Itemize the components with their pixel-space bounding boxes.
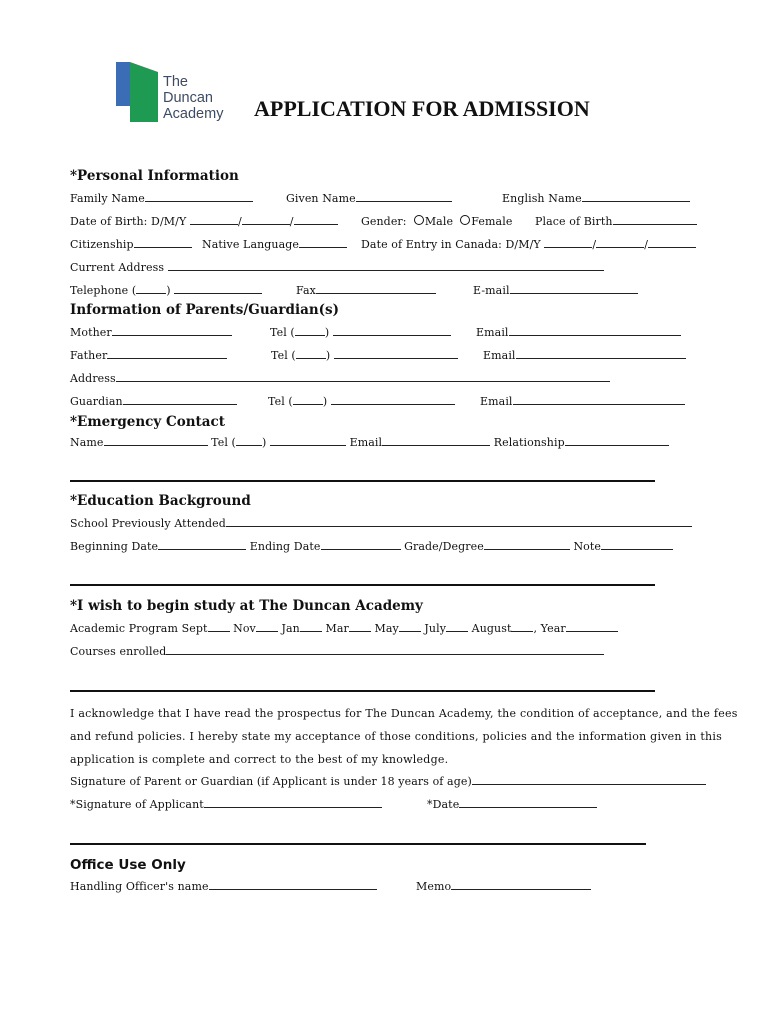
date-field[interactable] (427, 798, 597, 811)
male-label: Male (424, 215, 454, 228)
logo-mark-blue (116, 62, 130, 106)
father-label: Father (70, 349, 108, 362)
mother-email-label: Email (476, 326, 509, 339)
program-mar-label: Mar (325, 622, 349, 635)
emergency-email-label: Email (349, 436, 383, 449)
ack-line-1: I acknowledge that I have read the prospectus for The Duncan Academy, the condition of acceptance, and the fees (70, 707, 738, 720)
program-sept-label: Academic Program Sept (70, 622, 208, 635)
education-heading: *Education Background (70, 493, 251, 509)
emergency-relationship-label: Relationship (493, 436, 565, 449)
guardian-tel-label: Tel ( (268, 395, 293, 408)
father-tel-field[interactable]: Tel ( ) (271, 349, 458, 362)
mother-label: Mother (70, 326, 112, 339)
mother-field[interactable] (70, 326, 232, 339)
father-email-field[interactable] (483, 349, 686, 362)
emergency-heading: *Emergency Contact (70, 414, 225, 430)
guardian-email-field[interactable] (480, 395, 685, 408)
gender-label: Gender: (361, 215, 407, 228)
parent-signature-field[interactable] (70, 775, 706, 788)
telephone-field[interactable]: Telephone ( ) (70, 284, 262, 297)
ack-line-3: application is complete and correct to the best of my knowledge. (70, 753, 449, 766)
beginning-date-label: Beginning Date (70, 540, 159, 553)
program-july-label: July (424, 622, 447, 635)
current-address-field[interactable] (70, 261, 604, 274)
divider (70, 690, 655, 692)
citizenship-label: Citizenship (70, 238, 134, 251)
gender-field (361, 215, 512, 228)
acknowledgement-text (70, 702, 738, 771)
divider (70, 480, 655, 482)
citizenship-field[interactable] (70, 238, 192, 251)
email-field[interactable] (473, 284, 638, 297)
father-tel-label: Tel ( (271, 349, 296, 362)
program-nov-label: Nov (233, 622, 256, 635)
courses-enrolled-label: Courses enrolled (70, 645, 167, 658)
logo-text (163, 74, 223, 122)
date-label: *Date (427, 798, 460, 811)
guardian-tel-field[interactable]: Tel ( ) (268, 395, 455, 408)
parent-signature-label: Signature of Parent or Guardian (if Applicant is under 18 years of age) (70, 775, 472, 788)
mother-tel-field[interactable]: Tel ( ) (270, 326, 451, 339)
applicant-signature-label: *Signature of Applicant (70, 798, 204, 811)
place-of-birth-field[interactable] (535, 215, 697, 228)
father-email-label: Email (483, 349, 516, 362)
ending-date-label: Ending Date (249, 540, 321, 553)
emergency-name-label: Name (70, 436, 104, 449)
program-year-label: , Year (533, 622, 566, 635)
program-may-label: May (374, 622, 399, 635)
parent-address-label: Address (70, 372, 116, 385)
guardian-field[interactable] (70, 395, 237, 408)
given-name-field[interactable] (286, 192, 452, 205)
native-language-field[interactable] (202, 238, 347, 251)
school-attended-field[interactable] (70, 517, 692, 530)
courses-enrolled-field[interactable] (70, 645, 604, 658)
email-label: E-mail (473, 284, 510, 297)
grade-degree-label: Grade/Degree (404, 540, 484, 553)
date-of-entry-label: Date of Entry in Canada: D/M/Y (361, 238, 541, 251)
english-name-field[interactable] (502, 192, 690, 205)
page-title: APPLICATION FOR ADMISSION (254, 96, 590, 121)
memo-field[interactable] (416, 880, 591, 893)
logo-text-line3: Academy (163, 106, 224, 122)
personal-heading: *Personal Information (70, 168, 239, 184)
office-heading: Office Use Only (70, 857, 186, 873)
program-jan-label: Jan (281, 622, 300, 635)
english-name-label: English Name (502, 192, 582, 205)
telephone-label: Telephone ( (70, 284, 137, 297)
fax-label: Fax (296, 284, 316, 297)
date-of-birth-field[interactable]: Date of Birth: D/M/Y / / (70, 215, 338, 228)
education-dates-row[interactable] (70, 540, 673, 553)
mother-email-field[interactable] (476, 326, 681, 339)
female-radio[interactable] (460, 215, 470, 225)
logo-text-line1: The (163, 74, 188, 90)
program-august-label: August (471, 622, 512, 635)
family-name-field[interactable] (70, 192, 253, 205)
school-attended-label: School Previously Attended (70, 517, 226, 530)
parent-address-field[interactable] (70, 372, 610, 385)
logo-mark-green (130, 72, 158, 122)
male-radio[interactable] (414, 215, 424, 225)
given-name-label: Given Name (286, 192, 356, 205)
family-name-label: Family Name (70, 192, 145, 205)
date-of-entry-field[interactable]: Date of Entry in Canada: D/M/Y / / (361, 238, 696, 251)
study-heading: *I wish to begin study at The Duncan Academy (70, 598, 423, 614)
handling-officer-field[interactable] (70, 880, 377, 893)
dob-label: Date of Birth: D/M/Y (70, 215, 187, 228)
guardian-label: Guardian (70, 395, 123, 408)
applicant-signature-field[interactable] (70, 798, 382, 811)
guardian-email-label: Email (480, 395, 513, 408)
native-language-label: Native Language (202, 238, 300, 251)
note-label: Note (573, 540, 602, 553)
logo-mark-notch (130, 62, 158, 72)
place-of-birth-label: Place of Birth (535, 215, 613, 228)
academy-logo (116, 60, 236, 126)
handling-officer-label: Handling Officer's name (70, 880, 209, 893)
ack-line-2: and refund policies. I hereby state my acceptance of those conditions, policies and the information given in this (70, 730, 723, 743)
father-field[interactable] (70, 349, 227, 362)
academic-program-row[interactable] (70, 622, 618, 635)
emergency-contact-row[interactable]: Name Tel ( ) Email Relationship (70, 436, 669, 449)
divider (70, 584, 655, 586)
mother-tel-label: Tel ( (270, 326, 295, 339)
fax-field[interactable] (296, 284, 436, 297)
logo-text-line2: Duncan (163, 90, 213, 106)
emergency-tel-label: Tel ( (211, 436, 236, 449)
current-address-label: Current Address (70, 261, 165, 274)
female-label: Female (471, 215, 513, 228)
divider (70, 843, 646, 845)
parents-heading: Information of Parents/Guardian(s) (70, 302, 340, 318)
memo-label: Memo (416, 880, 452, 893)
